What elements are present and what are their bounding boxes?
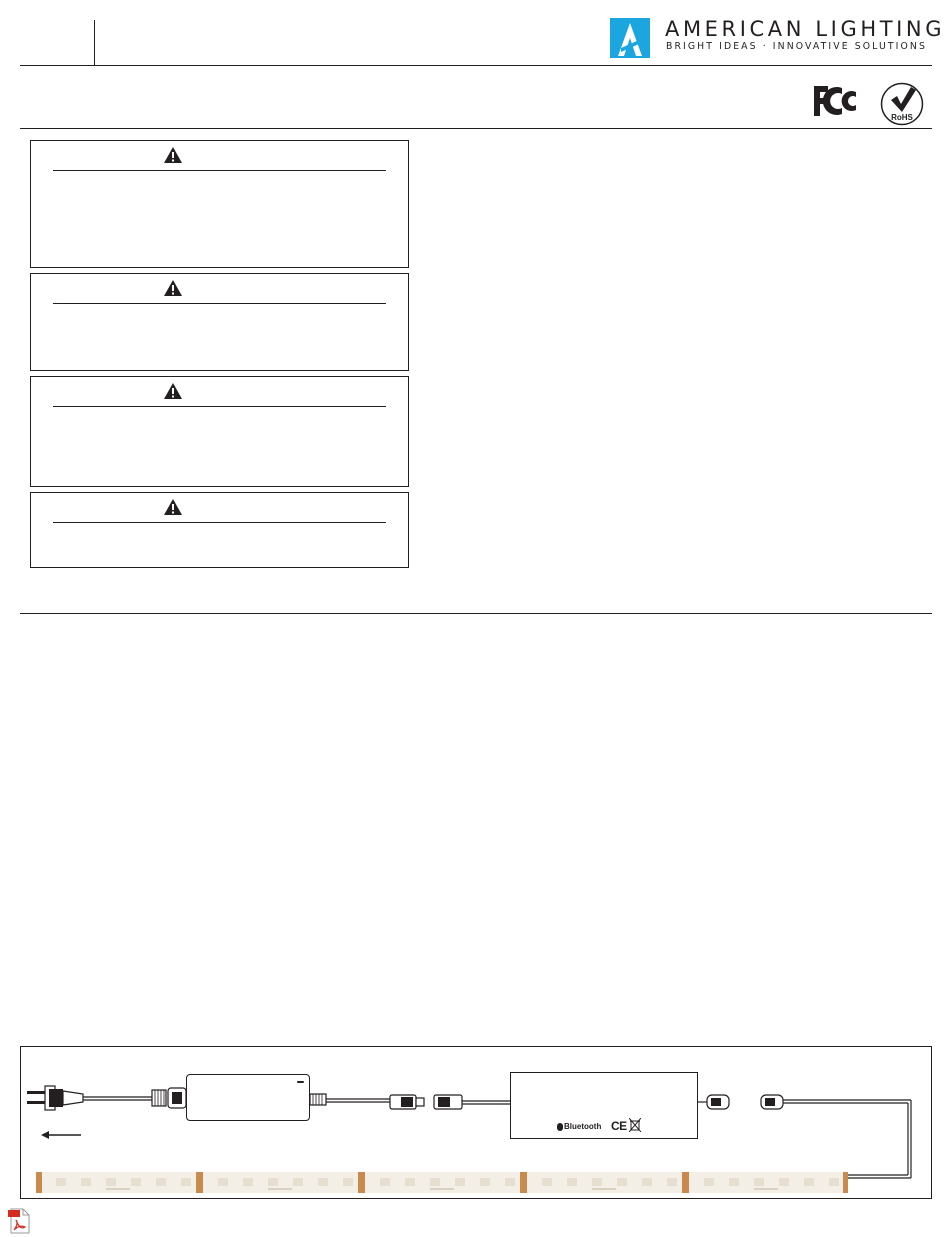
warning-triangle-icon bbox=[163, 382, 183, 400]
led-strip-icon bbox=[36, 1172, 848, 1193]
warning-rule bbox=[53, 303, 386, 304]
plug-icon bbox=[27, 1086, 83, 1110]
ce-mark: CE bbox=[611, 1119, 627, 1133]
rohs-check-icon bbox=[880, 82, 924, 126]
fcc-logo-icon bbox=[812, 84, 860, 118]
weee-bin-icon bbox=[629, 1118, 641, 1132]
american-lighting-logo-icon bbox=[610, 18, 650, 58]
section-rule-top bbox=[20, 128, 932, 129]
led-strip-graphic bbox=[36, 1172, 848, 1193]
section-rule-middle bbox=[20, 613, 932, 614]
bluetooth-mark: Bluetooth bbox=[557, 1122, 601, 1131]
power-adapter-icon bbox=[186, 1074, 310, 1121]
pdf-file-icon[interactable] bbox=[8, 1208, 30, 1234]
warning-box-2 bbox=[30, 273, 409, 371]
brand-name: AMERICAN LIGHTING bbox=[665, 17, 946, 41]
wiring-diagram bbox=[20, 1046, 932, 1199]
warning-triangle-icon bbox=[163, 146, 183, 164]
strip-connector-icon bbox=[761, 1095, 783, 1109]
warning-rule bbox=[53, 522, 386, 523]
header-rule bbox=[20, 65, 932, 66]
warning-triangle-icon bbox=[163, 498, 183, 516]
arrow-left-icon bbox=[41, 1131, 81, 1139]
bluetooth-icon bbox=[557, 1123, 563, 1131]
adapter-indicator bbox=[297, 1081, 304, 1083]
warning-rule bbox=[53, 170, 386, 171]
warning-box-4 bbox=[30, 492, 409, 568]
warning-box-1 bbox=[30, 140, 409, 268]
warning-box-3 bbox=[30, 376, 409, 487]
header-divider-vertical bbox=[94, 20, 95, 65]
dc-connector-icon bbox=[390, 1095, 424, 1109]
rohs-label: RoHS bbox=[891, 113, 913, 122]
warning-rule bbox=[53, 406, 386, 407]
controller-icon bbox=[510, 1072, 698, 1139]
brand-tagline: BRIGHT IDEAS · INNOVATIVE SOLUTIONS bbox=[666, 41, 927, 52]
warning-triangle-icon bbox=[163, 279, 183, 297]
